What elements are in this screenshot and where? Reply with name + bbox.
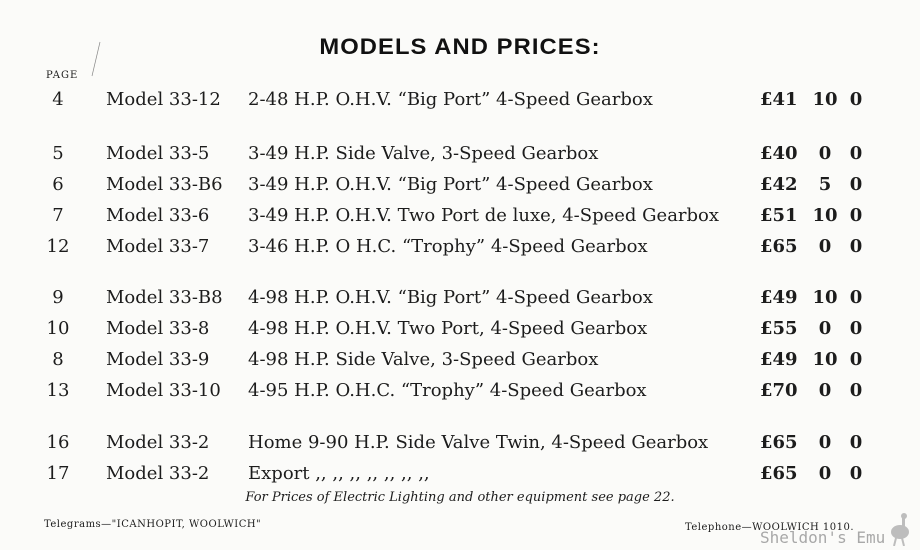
price-shillings: 10 [812, 205, 838, 226]
page-number: 4 [52, 89, 64, 110]
price-pence: 0 [849, 205, 863, 226]
price-pounds: £41 [760, 89, 798, 110]
price-pounds: £42 [760, 174, 798, 195]
price-pounds: £65 [760, 432, 798, 453]
page-number: 16 [46, 432, 70, 453]
model-description: 4-98 H.P. O.H.V. “Big Port” 4-Speed Gearbox [248, 287, 653, 308]
model-name: Model 33-B6 [106, 174, 223, 195]
model-name: Model 33-5 [106, 143, 210, 164]
price-pounds: £65 [760, 463, 798, 484]
price-pence: 0 [849, 318, 863, 339]
price-pence: 0 [849, 143, 863, 164]
price-shillings: 10 [812, 349, 838, 370]
model-name: Model 33-B8 [106, 287, 223, 308]
price-pounds: £51 [760, 205, 798, 226]
model-name: Model 33-8 [106, 318, 210, 339]
model-name: Model 33-12 [106, 89, 221, 110]
table-row [0, 287, 920, 313]
price-shillings: 0 [818, 318, 832, 339]
price-pence: 0 [849, 432, 863, 453]
price-pence: 0 [849, 236, 863, 257]
model-description: Home 9-90 H.P. Side Valve Twin, 4-Speed Gearbox [248, 432, 709, 453]
table-row [0, 89, 920, 115]
model-description: 3-49 H.P. O.H.V. Two Port de luxe, 4-Speed Gearbox [248, 205, 720, 226]
table-row [0, 205, 920, 231]
table-row [0, 236, 920, 262]
model-description: Export ,, ,, ,, ,, ,, ,, ,, [248, 463, 430, 484]
table-row [0, 318, 920, 344]
watermark: Sheldon's Emu [760, 528, 886, 547]
price-pounds: £70 [760, 380, 798, 401]
model-name: Model 33-7 [106, 236, 210, 257]
table-row [0, 349, 920, 375]
price-pounds: £49 [760, 287, 798, 308]
page-number: 7 [52, 205, 64, 226]
model-description: 3-49 H.P. Side Valve, 3-Speed Gearbox [248, 143, 599, 164]
lighting-note: For Prices of Electric Lighting and other equipment see page 22. [245, 490, 675, 505]
price-pounds: £40 [760, 143, 798, 164]
page-number: 6 [52, 174, 64, 195]
page-number: 9 [52, 287, 64, 308]
price-shillings: 0 [818, 236, 832, 257]
page-number: 17 [46, 463, 70, 484]
model-description: 4-95 H.P. O.H.C. “Trophy” 4-Speed Gearbox [248, 380, 647, 401]
table-row [0, 143, 920, 169]
model-description: 4-98 H.P. Side Valve, 3-Speed Gearbox [248, 349, 599, 370]
table-row [0, 174, 920, 200]
price-pence: 0 [849, 463, 863, 484]
price-pounds: £65 [760, 236, 798, 257]
table-row [0, 432, 920, 458]
price-pence: 0 [849, 174, 863, 195]
telephone-line: Telephone—WOOLWICH 1010. [685, 522, 855, 533]
model-description: 4-98 H.P. O.H.V. Two Port, 4-Speed Gearbox [248, 318, 648, 339]
price-pence: 0 [849, 287, 863, 308]
price-shillings: 0 [818, 143, 832, 164]
price-shillings: 0 [818, 463, 832, 484]
model-name: Model 33-2 [106, 463, 210, 484]
price-shillings: 10 [812, 287, 838, 308]
model-name: Model 33-6 [106, 205, 210, 226]
page-number: 13 [46, 380, 70, 401]
table-row [0, 380, 920, 406]
page-title: MODELS AND PRICES: [319, 34, 601, 59]
model-description: 2-48 H.P. O.H.V. “Big Port” 4-Speed Gearbox [248, 89, 653, 110]
page-number: 10 [46, 318, 70, 339]
price-pence: 0 [849, 380, 863, 401]
model-description: 3-49 H.P. O.H.V. “Big Port” 4-Speed Gearbox [248, 174, 653, 195]
page-number: 12 [46, 236, 70, 257]
page-column-label: PAGE [46, 70, 79, 81]
price-pounds: £55 [760, 318, 798, 339]
model-name: Model 33-9 [106, 349, 210, 370]
model-description: 3-46 H.P. O H.C. “Trophy” 4-Speed Gearbox [248, 236, 648, 257]
price-shillings: 10 [812, 89, 838, 110]
price-pounds: £49 [760, 349, 798, 370]
price-pence: 0 [849, 89, 863, 110]
price-shillings: 5 [818, 174, 832, 195]
price-pence: 0 [849, 349, 863, 370]
model-name: Model 33-10 [106, 380, 221, 401]
price-shillings: 0 [818, 380, 832, 401]
model-name: Model 33-2 [106, 432, 210, 453]
page-number: 8 [52, 349, 64, 370]
page-number: 5 [52, 143, 64, 164]
emu-logo-icon [884, 512, 916, 546]
price-shillings: 0 [818, 432, 832, 453]
table-row [0, 463, 920, 489]
telegrams-line: Telegrams—"ICANHOPIT, WOOLWICH" [44, 519, 262, 530]
